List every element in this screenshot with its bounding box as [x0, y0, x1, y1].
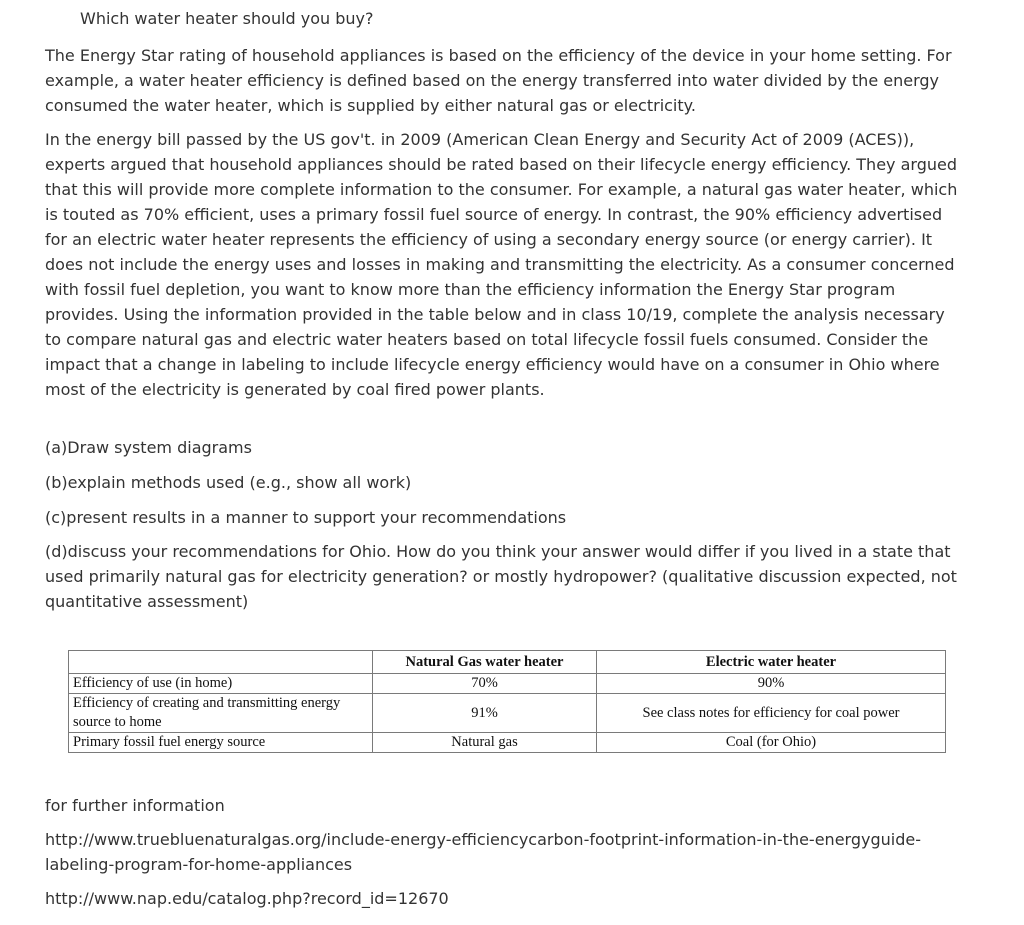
table-cell: 70% — [373, 674, 597, 694]
task-item-b: (b)explain methods used (e.g., show all work) — [45, 473, 412, 492]
intro-paragraph: The Energy Star rating of household appliances is based on the efficiency of the device in your home setting. For example, a water heater efficiency is defined based on the energy transferred into water divided by the energy consumed the water heater, which is supplied by either natural gas or electricity. — [45, 46, 952, 115]
comparison-table — [68, 650, 946, 753]
task-item-d: (d)discuss your recommendations for Ohio. How do you think your answer would differ if you lived in a state that used primarily natural gas for electricity generation? or mostly hydropower? (qualitative discussion expected, not quantitative assessment) — [45, 542, 957, 611]
table-cell: 91% — [373, 694, 597, 733]
further-info-label: for further information — [45, 796, 225, 815]
table-row — [69, 733, 946, 753]
table-row — [69, 674, 946, 694]
table-header-row — [69, 651, 946, 674]
context-paragraph: In the energy bill passed by the US gov't. in 2009 (American Clean Energy and Security Act of 2009 (ACES)), experts argued that household appliances should be rated based on their lifecycle energy efficiency. They argued that this will provide more complete information to the consumer. For example, a natural gas water heater, which is touted as 70% efficient, uses a primary fossil fuel source of energy. In contrast, the 90% efficiency advertised for an electric water heater represents the efficiency of using a secondary energy source (or energy carrier). It does not include the energy uses and losses in making and transmitting the electricity. As a consumer concerned with fossil fuel depletion, you want to know more than the efficiency information the Energy Star program provides. Using the information provided in the table below and in class 10/19, complete the analysis necessary to compare natural gas and electric water heaters based on total lifecycle fossil fuels consumed. Consider the impact that a change in labeling to include lifecycle energy efficiency would have on a consumer in Ohio where most of the electricity is generated by coal fired power plants. — [45, 130, 958, 399]
table-row — [69, 694, 946, 733]
task-item-c: (c)present results in a manner to support your recommendations — [45, 508, 567, 527]
page-title: Which water heater should you buy? — [80, 9, 374, 28]
table-cell-label: Efficiency of use (in home) — [69, 674, 373, 694]
table-header-natural-gas: Natural Gas water heater — [373, 651, 597, 674]
table-cell: Natural gas — [373, 733, 597, 753]
reference-link-truebluenaturalgas[interactable]: http://www.truebluenaturalgas.org/include-energy-efficiencycarbon-footprint-information-in-the-energyguide-labeling-program-for-home-appliances — [45, 830, 921, 874]
reference-link-nap[interactable]: http://www.nap.edu/catalog.php?record_id=12670 — [45, 889, 449, 908]
table-header-electric: Electric water heater — [597, 651, 946, 674]
table-cell: Coal (for Ohio) — [597, 733, 946, 753]
table-cell: 90% — [597, 674, 946, 694]
task-item-a: (a)Draw system diagrams — [45, 438, 252, 457]
table-cell: See class notes for efficiency for coal power — [597, 694, 946, 733]
table-header-empty — [69, 651, 373, 674]
table-cell-label: Efficiency of creating and transmitting energy source to home — [69, 694, 373, 733]
table-cell-label: Primary fossil fuel energy source — [69, 733, 373, 753]
